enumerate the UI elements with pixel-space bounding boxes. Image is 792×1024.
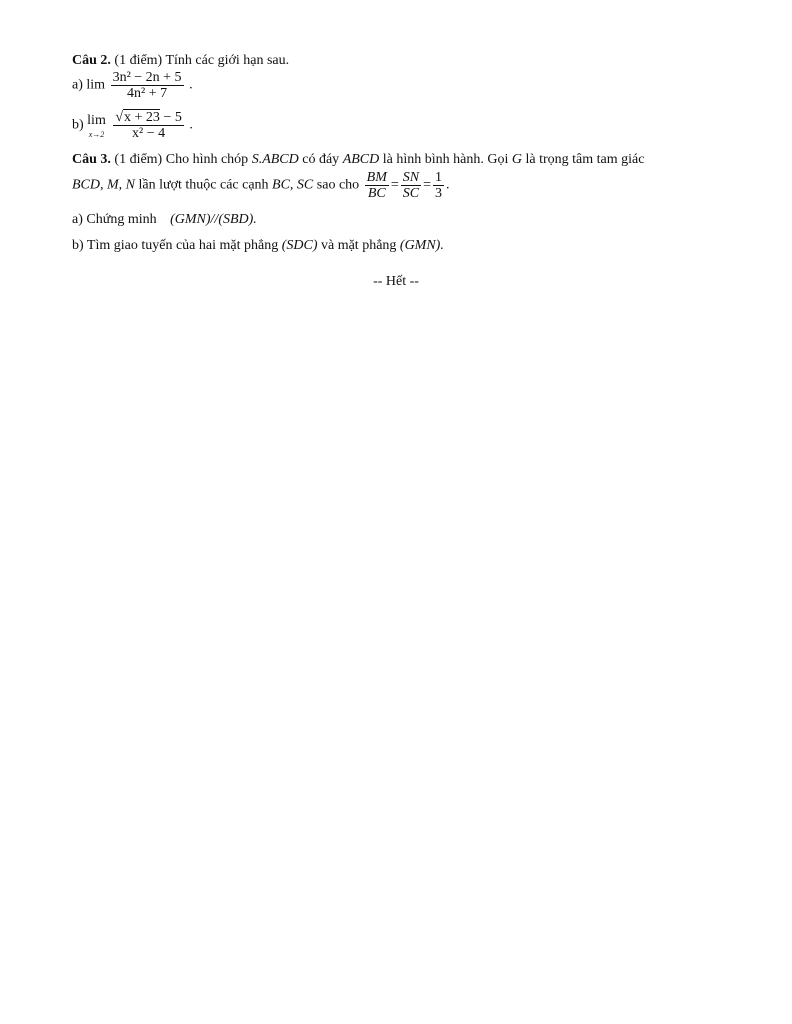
q2-b-num-rest: − 5 <box>159 110 182 125</box>
q3-line2-text: lần lượt thuộc các cạnh <box>138 177 269 193</box>
q3-f1-num: BM <box>366 170 387 185</box>
q3-fraction-one-third <box>433 170 444 201</box>
q3-g: G <box>511 152 522 167</box>
q2-a-denominator: 4n² + 7 <box>127 86 168 101</box>
q3-pyramid: S.ABCD <box>251 152 299 167</box>
q3-text1: Cho hình chóp <box>165 152 249 167</box>
q3-a-label: a) <box>72 212 83 227</box>
q3-fraction-bm-bc <box>365 170 389 201</box>
q3-line2-end: . <box>446 177 450 193</box>
q2-a-lim: lim <box>86 77 106 93</box>
q3-b-math1: (SDC) <box>281 238 318 253</box>
q2-a-fraction <box>111 70 184 101</box>
q3-f2-num: SN <box>402 170 420 185</box>
q3-b-text1: Tìm giao tuyến của hai mặt phẳng <box>86 238 279 253</box>
q2-label: Câu 2. <box>72 53 111 68</box>
end-marker: -- Hết -- <box>373 274 419 289</box>
q3-f3-den: 3 <box>435 186 443 201</box>
q3-b-text2: và mặt phẳng <box>320 238 397 253</box>
q2-a-numerator: 3n² − 2n + 5 <box>112 70 182 85</box>
q3-line2-text2: sao cho <box>316 177 360 193</box>
q3-text3: là hình bình hành. Gọi <box>382 152 509 167</box>
q3-f1-den: BC <box>367 186 386 201</box>
q2-b-limit <box>87 112 106 139</box>
q2-a-label: a) <box>72 77 83 93</box>
q3-eq1: = <box>390 177 399 193</box>
q3-part-a <box>72 211 257 229</box>
q3-bcd: BCD, <box>72 177 104 193</box>
q3-mn: M, N <box>107 177 135 193</box>
q3-points: (1 điểm) <box>114 152 163 167</box>
q3-text4: là trọng tâm tam giác <box>525 152 645 167</box>
q3-part-b <box>72 237 444 255</box>
q2-b-label: b) <box>72 117 84 133</box>
q3-a-text: Chứng minh <box>86 212 157 227</box>
q3-f3-num: 1 <box>435 170 443 185</box>
q2-b-fraction <box>113 110 184 141</box>
q2-text: Tính các giới hạn sau. <box>165 53 290 68</box>
q2-part-b <box>72 110 193 141</box>
q2-points: (1 điểm) <box>114 53 163 68</box>
q2-b-end: . <box>189 117 193 133</box>
q2-b-radicand: x + 23 <box>124 110 160 125</box>
q3-line1 <box>72 151 644 169</box>
q3-text2: có đáy <box>302 152 340 167</box>
q2-b-denominator: x² − 4 <box>132 126 166 141</box>
q2-part-a <box>72 70 193 101</box>
q3-a-math: (GMN)//(SBD). <box>170 212 257 227</box>
q3-b-label: b) <box>72 238 84 253</box>
q3-eq2: = <box>423 177 432 193</box>
q2-heading <box>72 52 289 70</box>
q3-base: ABCD <box>342 152 380 167</box>
q2-b-numerator: √x + 23 − 5 <box>115 110 182 125</box>
q2-b-lim: lim <box>87 113 106 128</box>
q2-b-limit-sub: x→2 <box>88 130 105 139</box>
q3-fraction-sn-sc <box>401 170 421 201</box>
q3-line2 <box>72 170 450 201</box>
q3-label: Câu 3. <box>72 152 111 167</box>
q3-b-math2: (GMN). <box>399 238 444 253</box>
q2-a-end: . <box>189 77 193 93</box>
q3-f2-den: SC <box>402 186 420 201</box>
q3-edges: BC, SC <box>272 177 314 193</box>
